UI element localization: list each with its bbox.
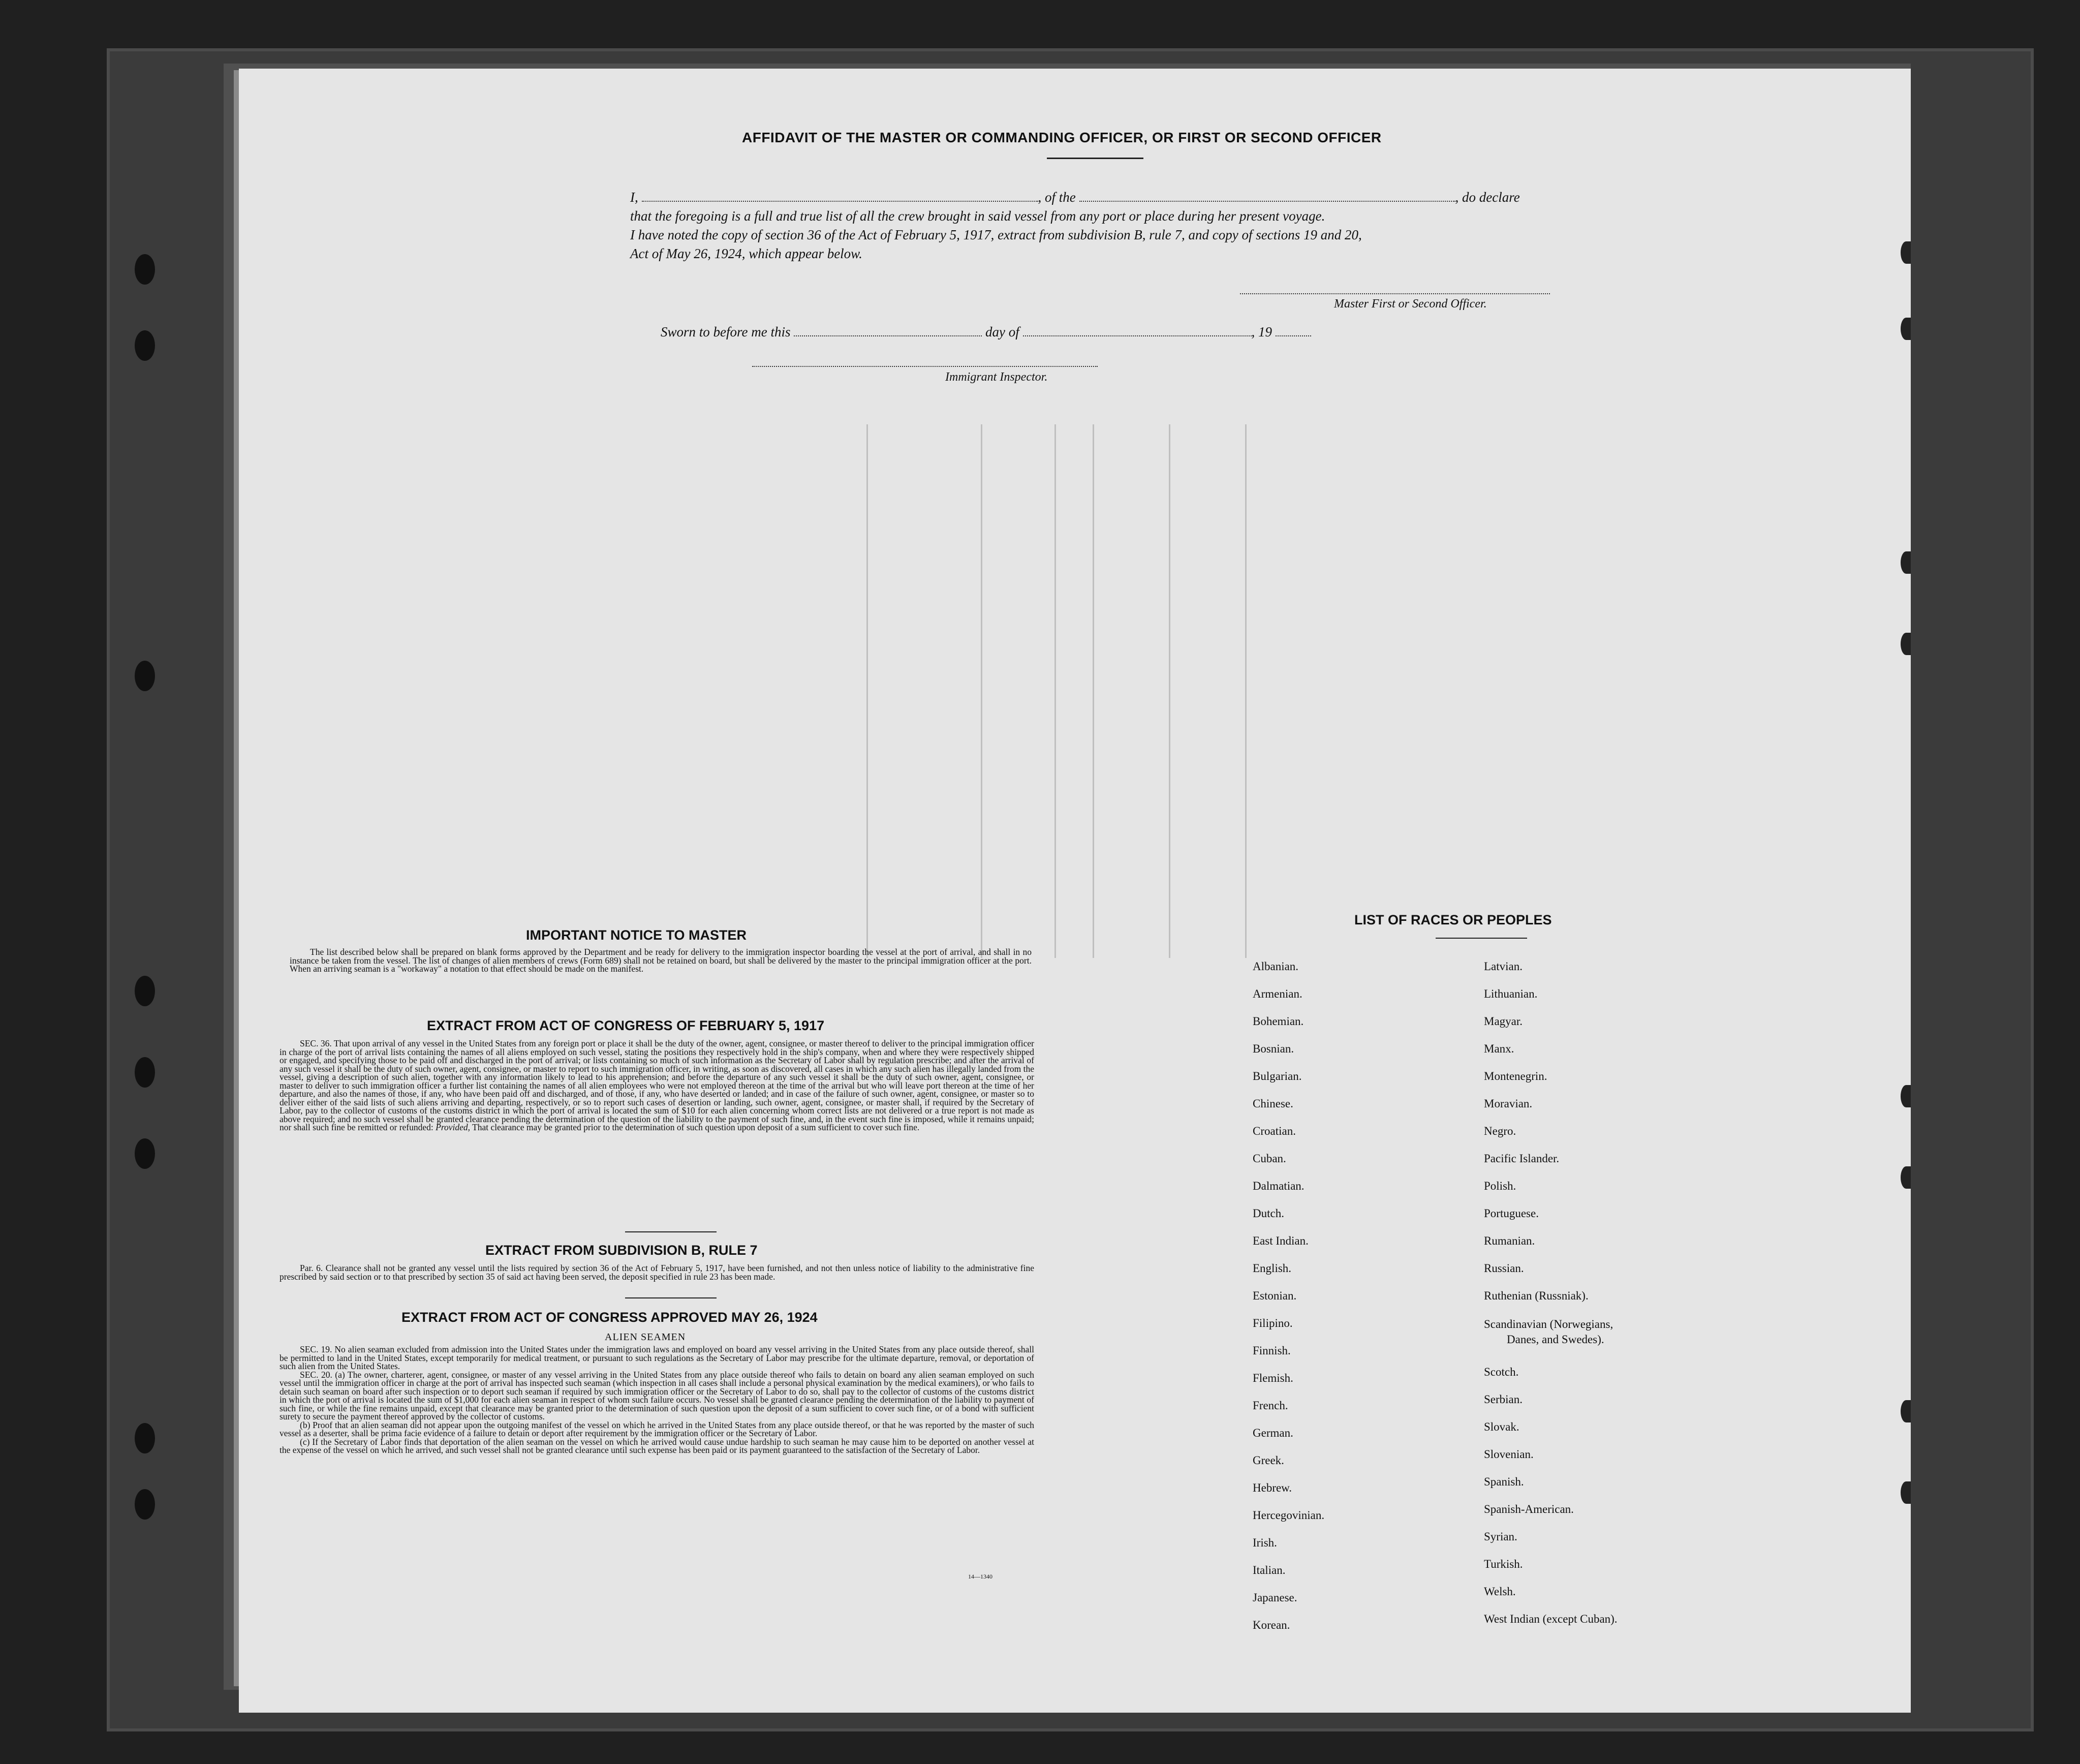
punch-hole (135, 330, 155, 361)
race-item: Bulgarian. (1253, 1070, 1302, 1082)
race-item: Irish. (1253, 1536, 1277, 1549)
punch-hole (135, 1423, 155, 1453)
column-rule (1245, 424, 1247, 958)
races-title: LIST OF RACES OR PEOPLES (1354, 912, 1552, 927)
race-item: Dutch. (1253, 1207, 1284, 1220)
race-item: Finnish. (1253, 1344, 1291, 1357)
race-item: Ruthenian (Russniak). (1484, 1289, 1589, 1302)
race-item: Negro. (1484, 1125, 1516, 1137)
column-rule (866, 424, 868, 958)
race-item: Spanish-American. (1484, 1503, 1574, 1515)
race-item: Magyar. (1484, 1015, 1523, 1028)
notice-text (290, 948, 1032, 973)
sworn-year-blank[interactable] (1276, 335, 1311, 336)
form-number: 14—1340 (968, 1573, 992, 1580)
section-19-paragraph: SEC. 19. No alien seaman excluded from admission into the United States under the immigration laws and employed on board any vessel arriving in the United States from any place outside thereof, shall be permitted to land in the United States, except temporarily for medical treatment, or pursuant to such regulations as the Secretary of Labor may prescribe for the ultimate departure, removal, or deportation of such alien from the United States. (280, 1344, 1034, 1371)
race-item: Latvian. (1484, 960, 1523, 973)
provided-italic: Provided, (436, 1122, 470, 1132)
section-36-text-end: That clearance may be granted prior to the determination of such question upon deposit of a sum sufficient to cover such fine. (472, 1122, 920, 1132)
race-item-scandinavian (1484, 1310, 1618, 1358)
affidavit-of-the: , of the (1038, 190, 1076, 205)
race-item: Chinese. (1253, 1097, 1293, 1110)
extract-1924-text (280, 1345, 1034, 1454)
rule-7-title: EXTRACT FROM SUBDIVISION B, RULE 7 (485, 1243, 758, 1258)
race-item: Rumanian. (1484, 1234, 1535, 1247)
alien-seamen-subtitle: ALIEN SEAMEN (605, 1332, 686, 1343)
year-text: , 19 (1251, 324, 1272, 339)
race-item: Hebrew. (1253, 1481, 1292, 1494)
column-rule (1093, 424, 1094, 958)
race-item: Cuban. (1253, 1152, 1286, 1165)
race-item: West Indian (except Cuban). (1484, 1613, 1618, 1625)
punch-hole (1901, 633, 1911, 655)
race-item: Polish. (1484, 1180, 1516, 1192)
extract-1917-text (280, 1039, 1034, 1132)
extract-1924-title: EXTRACT FROM ACT OF CONGRESS APPROVED MAY 26, 1924 (401, 1310, 818, 1325)
race-item-scandinavian-line-1: Scandinavian (Norwegians, (1484, 1318, 1613, 1330)
race-item: Syrian. (1484, 1530, 1517, 1543)
name-blank[interactable] (642, 201, 1038, 202)
race-item: Serbian. (1484, 1393, 1523, 1406)
race-item: Slovenian. (1484, 1448, 1534, 1461)
punch-hole (1901, 551, 1911, 574)
race-item: Scotch. (1484, 1366, 1519, 1378)
column-rule (1054, 424, 1056, 958)
race-item: Turkish. (1484, 1558, 1523, 1570)
rule-7-text (280, 1264, 1034, 1281)
column-rule (1169, 424, 1170, 958)
affidavit-line-4: Act of May 26, 1924, which appear below. (630, 246, 862, 261)
race-item: Manx. (1484, 1042, 1514, 1055)
affidavit-line-2: that the foregoing is a full and true list of all the crew brought in said vessel from any port or place during her present voyage. (630, 208, 1325, 224)
punch-hole (1901, 1481, 1911, 1504)
punch-hole (1901, 241, 1911, 264)
race-item: English. (1253, 1262, 1292, 1275)
sworn-line (661, 323, 1311, 341)
sworn-month-blank[interactable] (1023, 335, 1252, 336)
race-item: Armenian. (1253, 987, 1302, 1000)
notice-title: IMPORTANT NOTICE TO MASTER (526, 927, 747, 943)
master-signature-caption: Master First or Second Officer. (1334, 297, 1487, 311)
affidavit-do-declare: , do declare (1455, 190, 1520, 205)
punch-hole (135, 661, 155, 691)
section-20b-paragraph: (b) Proof that an alien seaman did not appear upon the outgoing manifest of the vessel on which he arrived in the United States from any place outside thereof, or that he was reported by the master of such vessel as a deserter, shall be prima facie evidence of a failure to detain or deport after requirement by the immigration officer or the Secretary of Labor. (280, 1419, 1034, 1438)
race-item: Greek. (1253, 1454, 1284, 1467)
affidavit-line-1 (630, 188, 1520, 206)
affidavit-line-3: I have noted the copy of section 36 of the Act of February 5, 1917, extract from subdivision B, rule 7, and copy of sections 19 and 20, (630, 227, 1362, 242)
section-rule (625, 1231, 717, 1232)
races-column-1 (1253, 953, 1324, 1639)
punch-hole (1901, 318, 1911, 340)
race-item: Bosnian. (1253, 1042, 1294, 1055)
rule-7-paragraph: Par. 6. Clearance shall not be granted any vessel until the lists required by section 36 of the Act of February 5, 1917, have been furnished, and not then unless notice of liability to the administrative fine prescribed by said section or to that prescribed by section 35 of said act having been served, the deposit specified in rule 23 has been made. (280, 1263, 1034, 1282)
race-item: Dalmatian. (1253, 1180, 1305, 1192)
race-item: Bohemian. (1253, 1015, 1304, 1028)
vessel-blank[interactable] (1079, 201, 1455, 202)
affidavit-i: I, (630, 190, 638, 205)
race-item: German. (1253, 1427, 1293, 1439)
race-item: Korean. (1253, 1619, 1290, 1631)
day-of-text: day of (985, 324, 1019, 339)
race-item: Estonian. (1253, 1289, 1297, 1302)
section-rule (625, 1297, 717, 1298)
race-item: Spanish. (1484, 1475, 1524, 1488)
punch-hole (1901, 1085, 1911, 1107)
race-item: Welsh. (1484, 1585, 1516, 1598)
punch-hole (135, 1489, 155, 1520)
races-column-2 (1484, 953, 1618, 1633)
master-signature-line[interactable] (1240, 293, 1550, 294)
punch-hole (135, 976, 155, 1006)
section-20c-paragraph: (c) If the Secretary of Labor finds that deportation of the alien seaman on the vessel on which he arrived would cause undue hardship to such seaman he may cause him to be deported on another vessel at the expense of the vessel on which he arrived, and such vessel shall not be granted clearance until such expense has been paid or its payment guaranteed to the satisfaction of the Secretary of Labor. (280, 1436, 1034, 1455)
inspector-signature-caption: Immigrant Inspector. (945, 370, 1048, 384)
races-rule (1436, 938, 1527, 939)
race-item-scandinavian-line-2: Danes, and Swedes). (1507, 1333, 1604, 1346)
sworn-text: Sworn to before me this (661, 324, 791, 339)
race-item: Portuguese. (1484, 1207, 1539, 1220)
race-item: Hercegovinian. (1253, 1509, 1325, 1522)
race-item: Japanese. (1253, 1591, 1297, 1604)
section-20a-paragraph: SEC. 20. (a) The owner, charterer, agent, consignee, or master of any vessel arriving in the United States from any place outside thereof who fails to detain on board any alien seaman employed on such vessel until the immigration officer in charge at the port of arrival has inspected such seaman (which inspection in all cases shall include a personal physical examination by the medical examiners), or who fails to detain such seaman on board after such inspection or to deport such seaman if required by such immigration officer or the Secretary of Labor to do so, shall pay to the collector of customs of the customs district in which the port of arrival is located the sum of $1,000 for each alien seaman in respect of whom such failure occurs. No vessel shall be granted clearance pending the determination of the liability to payment of such fine, or while the fine remains unpaid, except that clearance may be granted prior to the determination of such question upon the deposit of a sum sufficient to cover such fine, or of a bond with sufficient surety to secure the payment thereof approved by the collector of customs. (280, 1369, 1034, 1421)
section-36-text: SEC. 36. That upon arrival of any vessel in the United States from any foreign port or place it shall be the duty of the owner, agent, consignee, or master thereof to deliver to the principal immigration officer in charge of the port of arrival lists containing the names of all aliens employed on such vessel, stating the positions they respectively hold in the ship's company, when and where they were respectively shipped or engaged, and specifying those to be paid off and discharged in the port of arrival; or lists containing so much of such information as the Secretary of Labor shall by regulation prescribe; and after the arrival of any such vessel it shall be the duty of such owner, agent, consignee, or master to report to such immigration officer, in writing, as soon as discovered, all cases in which any such alien has illegally landed from the vessel, giving a description of such alien, together with any information likely to lead to his apprehension; and before the departure of any such vessel it shall be the duty of such owner, agent, consignee, or master to deliver to such immigration officer a further list containing the names of all alien employees who were not employed thereon at the time of the arrival but who will leave port thereon at the time of her departure, and also the names of those, if any, who have been paid off and discharged, and of those, if any, who have deserted or landed; and in case of the failure of such owner, agent, consignee, or master so to deliver either of the said lists of such aliens arriving and departing, respectively, or so to report such cases of desertion or landing, such owner, agent, consignee, or master shall, if required by the Secretary of Labor, pay to the collector of customs of the customs district in which the port of arrival is located the sum of $10 for each alien concerning whom correct lists are not delivered or a true report is not made as above required; and no such vessel shall be granted clearance pending the determination of the question of the liability to the payment of such fine, and, in the event such fine is imposed, while it remains unpaid; nor shall such fine be remitted or refunded: (280, 1038, 1034, 1132)
race-item: Filipino. (1253, 1317, 1293, 1329)
manifest-page (239, 69, 1911, 1713)
section-36-paragraph (280, 1039, 1034, 1132)
punch-hole (135, 1138, 155, 1169)
race-item: Lithuanian. (1484, 987, 1538, 1000)
sworn-day-blank[interactable] (794, 335, 982, 336)
race-item: Slovak. (1484, 1420, 1519, 1433)
notice-paragraph: The list described below shall be prepared on blank forms approved by the Department and be ready for delivery to the immigration inspector boarding the vessel at the port of arrival, and shall in no instance be taken from the vessel. The list of changes of alien members of crews (Form 689) shall not be retained on board, but shall be delivered by the master to the principal immigration officer at the port. When an arriving seaman is a "workaway" a notation to that effect should be made on the manifest. (290, 947, 1032, 974)
race-item: Croatian. (1253, 1125, 1296, 1137)
race-item: French. (1253, 1399, 1288, 1412)
race-item: Moravian. (1484, 1097, 1533, 1110)
punch-hole (135, 254, 155, 285)
punch-hole (135, 1057, 155, 1088)
race-item: Albanian. (1253, 960, 1299, 973)
inspector-signature-line[interactable] (752, 366, 1098, 367)
race-item: Montenegrin. (1484, 1070, 1547, 1082)
affidavit-title: AFFIDAVIT OF THE MASTER OR COMMANDING OFFICER, OR FIRST OR SECOND OFFICER (742, 130, 1382, 145)
punch-hole (1901, 1400, 1911, 1422)
race-item: Pacific Islander. (1484, 1152, 1560, 1165)
punch-hole (1901, 1166, 1911, 1189)
column-rule (981, 424, 982, 958)
race-item: Italian. (1253, 1564, 1286, 1576)
title-rule (1047, 158, 1143, 159)
extract-1917-title: EXTRACT FROM ACT OF CONGRESS OF FEBRUARY 5, 1917 (427, 1018, 825, 1033)
race-item: Russian. (1484, 1262, 1524, 1275)
race-item: East Indian. (1253, 1234, 1309, 1247)
race-item: Flemish. (1253, 1372, 1293, 1384)
